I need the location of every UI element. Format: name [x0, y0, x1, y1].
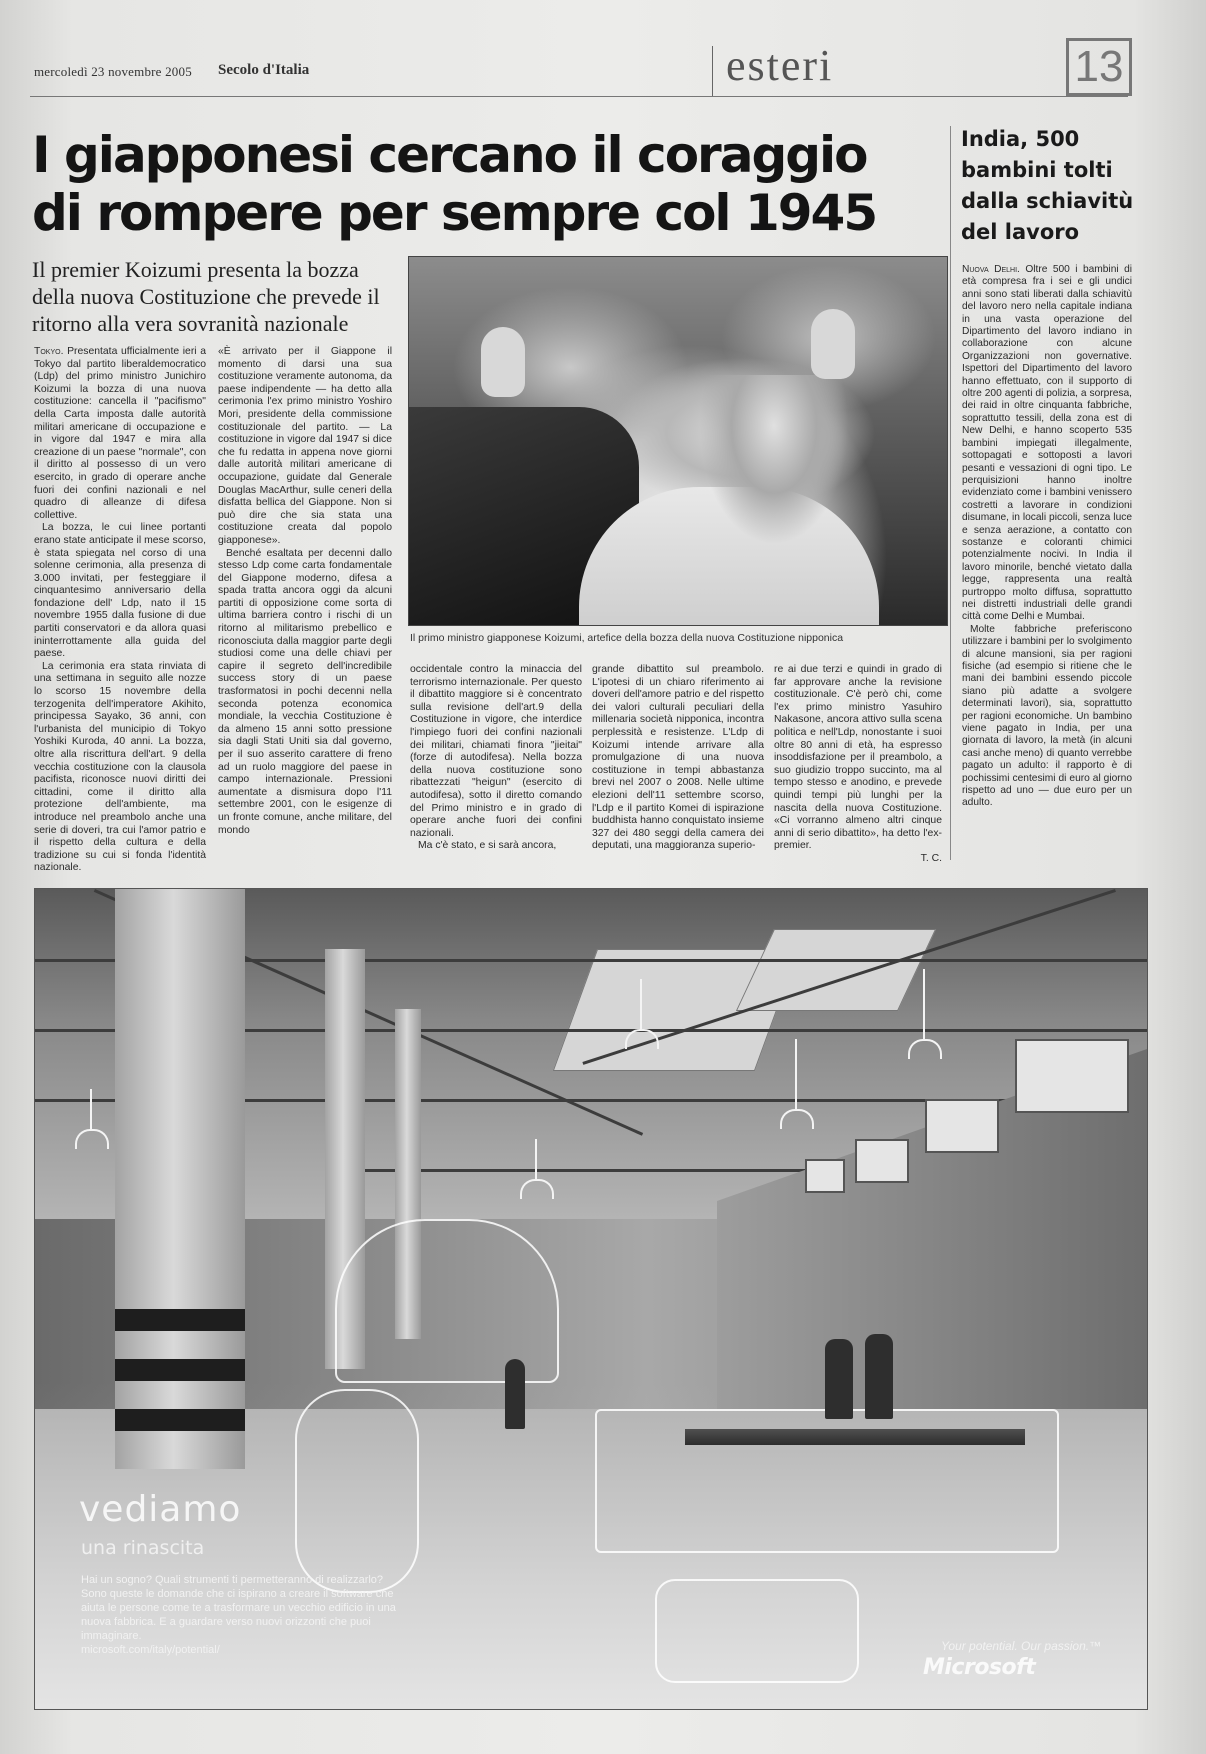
lamp-sketch-icon [520, 1179, 554, 1199]
koizumi-photo [408, 256, 948, 626]
lamp-sketch-icon [625, 1029, 659, 1049]
ad-url: microsoft.com/italy/potential/ [81, 1644, 220, 1656]
newspaper-name: Secolo d'Italia [218, 62, 310, 78]
lamp-sketch-icon [780, 1109, 814, 1129]
article-column-1 [34, 346, 206, 874]
section-title: esteri [726, 41, 834, 90]
microsoft-advertisement [34, 888, 1148, 1710]
article-paragraph: re ai due terzi e quindi in grado di far approvare anche la revisione costituzionale. C'è però chi, come l'ex primo ministro Yasuhiro Nakasone, ancora attivo sulla scena politica e nell'Ldp, nonostante i suoi oltre 80 anni di età, ha espresso insoddisfazione per il preambolo, a suo giudizio troppo succinto, ma al tempo stesso e anodino, e prevede quindi tempi più lunghi per la nascita della nuova Costituzione. «Ci vorranno almeno altri cinque anni di serio dibattito», ha detto l'ex-premier. [774, 664, 942, 852]
factory-window [925, 1099, 999, 1153]
ad-copy: Hai un sogno? Quali strumenti ti permetteranno di realizzarlo? Sono queste le domande che ci ispirano a creare il software che aiuta le persone come te a trasformare un vecchio edificio in una nuova fabbrica. E a guardare verso nuovi orizzonti che puoi immaginare. [81, 1574, 396, 1642]
article-column-3 [410, 664, 582, 864]
article-paragraph: La cerimonia era stata rinviata di una settimana in seguito alle nozze lo scorso 15 novembre della terzogenita dell'imperatore Akihito, principessa Sayako, 36 anni, con l'urbanista del municipio di Tokyo Yoshiki Kuroda, 40 anni. La bozza, oltre alla riscrittura dell'art. 9 della vecchia costituzione con la clausola pacifista, riconosce nuovi diritti dei cittadini, come il diritto alla protezione dell'ambiente, ma introduce nel preambolo anche una serie di doveri, tra cui l'amor patrio e il rispetto della cultura e della tradizione su cui si fonda l'identità nazionale. [34, 660, 206, 874]
microsoft-logo: Microsoft [923, 1655, 1036, 1680]
lamp-cord [795, 1039, 797, 1109]
sidebar-divider [950, 126, 951, 860]
article-subhead: Il premier Koizumi presenta la bozza della nuova Costituzione che prevede il ritorno alla vera sovranità nazionale [32, 257, 380, 336]
page-number: 13 [1066, 38, 1132, 96]
photo-hand-left [481, 327, 525, 397]
lamp-cord [535, 1139, 537, 1179]
ad-body-text [81, 1573, 411, 1657]
article-headline [32, 126, 912, 242]
lamp-cord [90, 1089, 92, 1129]
ad-tagline: Your potential. Our passion.™ [941, 1639, 1102, 1653]
sidebar-paragraph [962, 264, 1132, 624]
machine-sketch [655, 1579, 859, 1683]
crane-sketch [335, 1219, 559, 1383]
article-paragraph: grande dibattito sul preambolo. L'ipotesi di un chiaro riferimento ai doveri dell'amore patrio e del rispetto dei valori culturali peculiari della millenaria società nipponica, incontra perplessità e resistenze. L'Ldp di Koizumi intende arrivare alla promulgazione di una nuova costituzione in tempi abbastanza brevi nel 2007 o 2008. Nelle ultime elezioni dell'11 settembre scorso, l'Ldp e il partito Komei di ispirazione buddhista hanno conquistato insieme 327 dei 480 seggi della camera dei deputati, una maggioranza superio- [592, 664, 764, 852]
pillar-stripe [115, 1409, 245, 1431]
factory-window [805, 1159, 845, 1193]
pillar-stripe [115, 1309, 245, 1331]
factory-window [855, 1139, 909, 1183]
ad-headline: vediamo [79, 1489, 242, 1530]
photo-hand-right [811, 309, 855, 379]
header-divider [712, 46, 713, 96]
article-column-2 [218, 346, 392, 864]
article-column-5 [774, 664, 942, 864]
worker-figure [865, 1334, 893, 1419]
sidebar-headline: India, 500 bambini tolti dalla schiavitù del lavoro [961, 127, 1134, 244]
workbench [685, 1429, 1025, 1445]
lamp-cord [923, 969, 925, 1039]
photo-caption: Il primo ministro giapponese Koizumi, artefice della bozza della nuova Costituzione nipponica [410, 632, 844, 644]
article-paragraph: La bozza, le cui linee portanti erano state anticipate il mese scorso, è stata spiegata nel corso di una solenne cerimonia, alla presenza di 3.000 invitati, per festeggiare il cinquantesimo anniversario della fondazione dell' Ldp, nato il 15 novembre 1955 dalla fusione di due partiti conservatori e da allora quasi ininterrottamente alla guida del paese. [34, 522, 206, 660]
article-paragraph: occidentale contro la minaccia del terrorismo internazionale. Per questo il dibattito maggiore si è concentrato sulla revisione dell'art.9 della Costituzione in vigore, che interdice l'impiego fuori dei confini nazionali dei militari, chiamati finora "jieitai" (forze di autodifesa). Nella bozza della nuova costituzione sono ribattezzati "heigun" (esercito di autodifesa), sotto il diretto comando del Primo ministro e in grado di operare anche fuori dei confini nazionali. [410, 664, 582, 839]
header-rule [30, 96, 1128, 97]
sidebar-column [962, 264, 1132, 864]
article-paragraph [34, 346, 206, 522]
article-text: Presentata ufficialmente ieri a Tokyo dal partito liberaldemocratico (Ldp) del primo ministro Junichiro Koizumi la bozza di una nuova costituzione: cancella il "pacifismo" della Carta imposta dalle autorità militari americane di occupazione e in vigore dal 1947 e mira alla creazione di un paese "normale", con il diritto al possesso di un vero esercito, in grado di operare anche fuori dei confini nazionali e nel quadro di alleanze di difesa collettive. [34, 346, 206, 521]
issue-date: mercoledì 23 novembre 2005 [34, 64, 192, 79]
headline-line-1: I giapponesi cercano il coraggio [32, 126, 867, 184]
article-paragraph: «È arrivato per il Giappone il momento di darsi una sua costituzione veramente autonoma, da paese indipendente — ha detto alla cerimonia l'ex primo ministro Yoshiro Mori, presidente della commissione costituzionale del partito. — La costituzione in vigore dal 1947 si dice che fu redatta in appena nove giorni dalle autorità militari americane di occupazione, guidate dal Generale Douglas MacArthur, sulle ceneri della disfatta bellica del Giappone. Non si può dire che sia stata una costituzione creata dal popolo giapponese». [218, 346, 392, 546]
sidebar-dateline: Nuova Delhi. [962, 264, 1020, 275]
article-paragraph: Benché esaltata per decenni dallo stesso Ldp come carta fondamentale del Giappone moderno, difesa a spada tratta ancora oggi da alcuni partiti di opposizione come sorta di ultima barriera contro i rischi di un ritorno al militarismo prebellico e riconosciuta dalla maggior parte degli studiosi come una delle chiavi per capire il segreto dell'incredibile success story di un paese trasformatosi in pochi decenni nella seconda potenza economica mondiale, la vecchia Costituzione è da almeno 15 anni sotto pressione sia dagli Stati Uniti sia dal governo, per il suo asserito carattere di freno ad un ruolo maggiore del paese in campo internazionale. Pressioni aumentate a dismisura dopo l'11 settembre 2001, con le esigenze di un fronte comune, anche militare, del mondo [218, 547, 392, 836]
article-dateline: Tokyo. [34, 346, 64, 357]
factory-pillar [115, 889, 245, 1469]
photo-figure-head [699, 375, 849, 545]
lamp-sketch-icon [75, 1129, 109, 1149]
sidebar-text: Oltre 500 i bambini di età compresa fra i sei e gli undici anni sono stati liberati dalla schiavitù del lavoro nero nella capitale indiana in una vasta operazione del Dipartimento del lavoro indiano in collaborazione con alcune Organizzazioni non governative. Ispettori del Dipartimento del lavoro hanno effettuato, con il supporto di oltre 200 agenti di polizia, a sorpresa, dei raid in oltre cinquanta fabbriche, soprattutto tessili, della zona est di New Delhi, e hanno scoperto 535 bambini impiegati illegalmente, sottopagati e sottoposti a lavori pesanti e vessazioni di ogni tipo. Le perquisizioni hanno inoltre evidenziato come i bambini venissero costretti a lavorare in condizioni disumane, in locali piccoli, senza luce e senza aerazione, a contatto con sostanze e coloranti chimici potenzialmente nocivi. In India il lavoro minorile, benché vietato dalla legge, rappresenta una realtà purtroppo molto diffusa, soprattutto nei distretti industriali delle grandi città come Delhi e Mumbai. [962, 264, 1132, 623]
article-signature: T. C. [920, 852, 942, 864]
sidebar-paragraph: Molte fabbriche preferiscono utilizzare i bambini per lo svolgimento di alcune mansioni, sia per ragioni fisiche (ad esempio si ritiene che le mani dei bambini essendo piccole siano più adatte a svolgere determinati lavori), sia, soprattutto per ragioni economiche. Un bambino viene pagato in India, per una giornata di lavoro, la metà (in alcuni casi anche meno) di quanto verrebbe pagato un adulto: il rapporto è di pochissimi centesimi di euro al giorno rispetto ad uno — due euro per un adulto. [962, 623, 1132, 809]
lamp-cord [640, 979, 642, 1029]
lamp-sketch-icon [908, 1039, 942, 1059]
factory-window [1015, 1039, 1129, 1113]
pillar-stripe [115, 1359, 245, 1381]
ad-subheadline: una rinascita [81, 1537, 205, 1559]
worker-figure [505, 1359, 525, 1429]
headline-line-2: di rompere per sempre col 1945 [32, 184, 877, 242]
article-paragraph: Ma c'è stato, e si sarà ancora, [418, 840, 557, 852]
figure-sketch [295, 1389, 419, 1593]
article-column-4 [592, 664, 764, 864]
worker-figure [825, 1339, 853, 1419]
